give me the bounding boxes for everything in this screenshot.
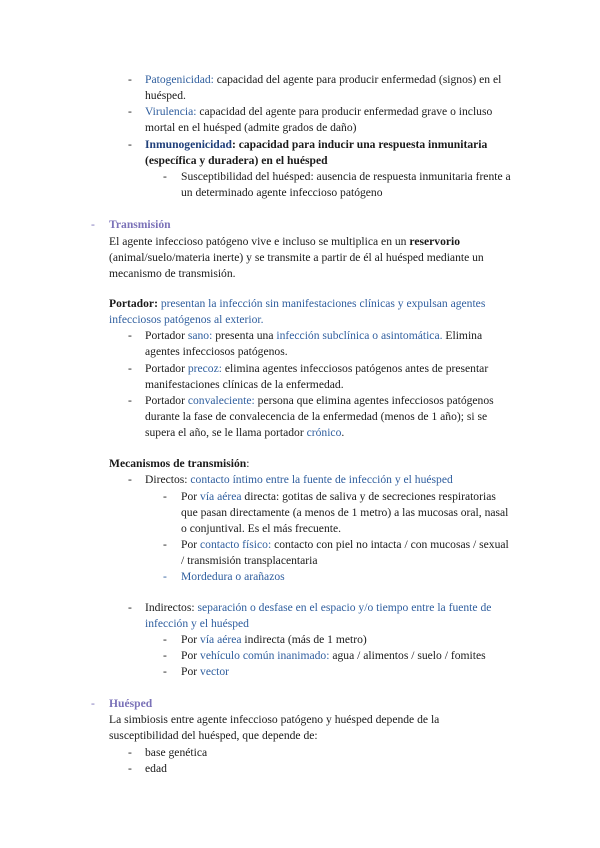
section-heading-huesped: Huésped <box>109 697 153 710</box>
key-term: convaleciente: <box>187 394 255 407</box>
text-span: Directos: <box>145 473 191 486</box>
bullet-dash: - <box>163 649 167 662</box>
list-item-virulencia <box>145 104 492 120</box>
text-span: Elimina <box>442 329 483 342</box>
list-item-cont: durante la fase de convalecencia de la enfermedad (menos de 1 año); si se <box>145 410 488 423</box>
sub-item-via-aerea-indirecta <box>181 632 367 648</box>
bullet-dash: - <box>163 538 167 551</box>
bullet-dash: - <box>128 394 132 407</box>
bullet-dash: - <box>128 746 132 759</box>
sub-item-vector <box>181 664 229 680</box>
paragraph-line: La simbiosis entre agente infeccioso patógeno y huésped depende de la <box>109 713 440 726</box>
list-item-portador-precoz <box>145 361 488 377</box>
section-dash: - <box>91 218 95 231</box>
susceptibility-line: Susceptibilidad del huésped: ausencia de respuesta inmunitaria frente a <box>181 170 511 183</box>
paragraph-line <box>109 234 460 250</box>
sub-item-vehiculo <box>181 648 486 664</box>
bullet-dash: - <box>128 329 132 342</box>
text-span: Por <box>181 538 201 551</box>
list-item-portador-convaleciente <box>145 393 494 409</box>
section-heading-transmision: Transmisión <box>109 218 171 231</box>
list-item-cont: agentes infecciosos patógenos. <box>145 345 288 358</box>
text-span: persona que elimina agentes infecciosos patógenos <box>254 394 494 407</box>
def-continuation: mortal en el huésped (admite grados de daño) <box>145 121 357 134</box>
bullet-dash: - <box>163 490 167 503</box>
key-term: vía aérea <box>200 633 242 646</box>
portador-desc-cont: infecciosos patógenos al exterior. <box>109 313 264 326</box>
def-line: : capacidad para inducir una respuesta inmunitaria <box>231 138 488 151</box>
bold-term: reservorio <box>409 235 461 248</box>
bold-label: Mecanismos de transmisión <box>109 457 247 470</box>
text-span: elimina agentes infecciosos patógenos antes de presentar <box>221 362 489 375</box>
text-span: agua / alimentos / suelo / fomites <box>329 649 486 662</box>
list-item-inmunogenicidad <box>145 137 487 153</box>
bullet-dash: - <box>163 170 167 183</box>
bullet-dash: - <box>163 665 167 678</box>
list-item-cont <box>145 425 344 441</box>
text-span: Por <box>181 665 201 678</box>
text-span: supera el año, se le llama portador <box>145 426 307 439</box>
text-span: Por <box>181 649 201 662</box>
portador-desc: presentan la infección sin manifestaciones clínicas y expulsan agentes <box>157 297 486 310</box>
susceptibility-line: un determinado agente infeccioso patógeno <box>181 186 383 199</box>
bullet-dash: - <box>163 570 167 583</box>
bullet-dash: - <box>128 473 132 486</box>
portador-label: Portador: <box>109 297 158 310</box>
bullet-dash: - <box>128 73 132 86</box>
term-inmunogenicidad: Inmunogenicidad <box>145 138 232 151</box>
key-term: contacto íntimo entre la fuente de infección y el huésped <box>190 473 453 486</box>
key-term: vía aérea <box>200 490 242 503</box>
list-item-indirectos <box>145 600 491 616</box>
def-line: capacidad del agente para producir enfermedad grave o incluso <box>196 105 493 118</box>
text-span: . <box>341 426 345 439</box>
text-span: Por <box>181 633 201 646</box>
text-span: Portador <box>145 362 188 375</box>
sub-item-cont: que pasan directamente (a menos de 1 metro) a las mucosas oral, nasal <box>181 506 509 519</box>
sub-item-cont: / transmisión transplacentaria <box>181 554 318 567</box>
paragraph-line: (animal/suelo/materia inerte) y se transmite a partir de él al huésped mediante un <box>109 251 484 264</box>
sub-item-cont: o conjuntival. Es el más frecuente. <box>181 522 342 535</box>
key-term: infección subclínica o asintomática. <box>276 329 443 342</box>
text-span: indirecta (más de 1 metro) <box>241 633 367 646</box>
paragraph-line: mecanismo de transmisión. <box>109 267 236 280</box>
paragraph-line: susceptibilidad del huésped, que depende de: <box>109 729 318 742</box>
key-term: vehículo común inanimado: <box>200 649 330 662</box>
list-item-directos <box>145 472 453 488</box>
text-span: contacto con piel no intacta / con mucosas / sexual <box>271 538 509 551</box>
key-term: vector <box>200 665 229 678</box>
def-continuation: (específica y duradera) en el huésped <box>145 154 328 167</box>
list-item-base-genetica: base genética <box>145 746 208 759</box>
text-span: Por <box>181 490 201 503</box>
def-line: capacidad del agente para producir enfermedad (signos) en el <box>213 73 502 86</box>
term-patogenicidad: Patogenicidad: <box>145 73 214 86</box>
list-item-portador-sano <box>145 328 482 344</box>
list-item-edad: edad <box>145 762 167 775</box>
section-dash: - <box>91 697 95 710</box>
bullet-dash: - <box>163 633 167 646</box>
key-term: sano: <box>187 329 213 342</box>
key-term: contacto físico: <box>200 538 272 551</box>
text-span: Indirectos: <box>145 601 198 614</box>
bullet-dash: - <box>128 362 132 375</box>
list-item-cont: infección y el huésped <box>145 617 249 630</box>
list-item-cont: manifestaciones clínicas de la enfermedad. <box>145 378 344 391</box>
key-term: separación o desfase en el espacio y/o tiempo entre la fuente de <box>197 601 492 614</box>
mecanismos-heading <box>109 456 249 472</box>
portador-definition <box>109 296 485 312</box>
text-span: Portador <box>145 394 188 407</box>
bullet-dash: - <box>128 138 132 151</box>
def-continuation: huésped. <box>145 89 186 102</box>
sub-item-contacto-fisico <box>181 537 509 553</box>
sub-item-via-aerea-directa <box>181 489 496 505</box>
bullet-dash: - <box>128 105 132 118</box>
text-span: El agente infeccioso patógeno vive e incluso se multiplica en un <box>109 235 410 248</box>
list-item-patogenicidad <box>145 72 501 88</box>
sub-item-mordedura: Mordedura o arañazos <box>181 570 285 583</box>
key-term: crónico <box>306 426 342 439</box>
text-span: Portador <box>145 329 188 342</box>
bullet-dash: - <box>128 762 132 775</box>
text-span: presenta una <box>212 329 277 342</box>
bullet-dash: - <box>128 601 132 614</box>
text-span: directa: gotitas de saliva y de secreciones respiratorias <box>241 490 496 503</box>
text-span: : <box>246 457 250 470</box>
term-virulencia: Virulencia: <box>145 105 197 118</box>
key-term: precoz: <box>187 362 222 375</box>
